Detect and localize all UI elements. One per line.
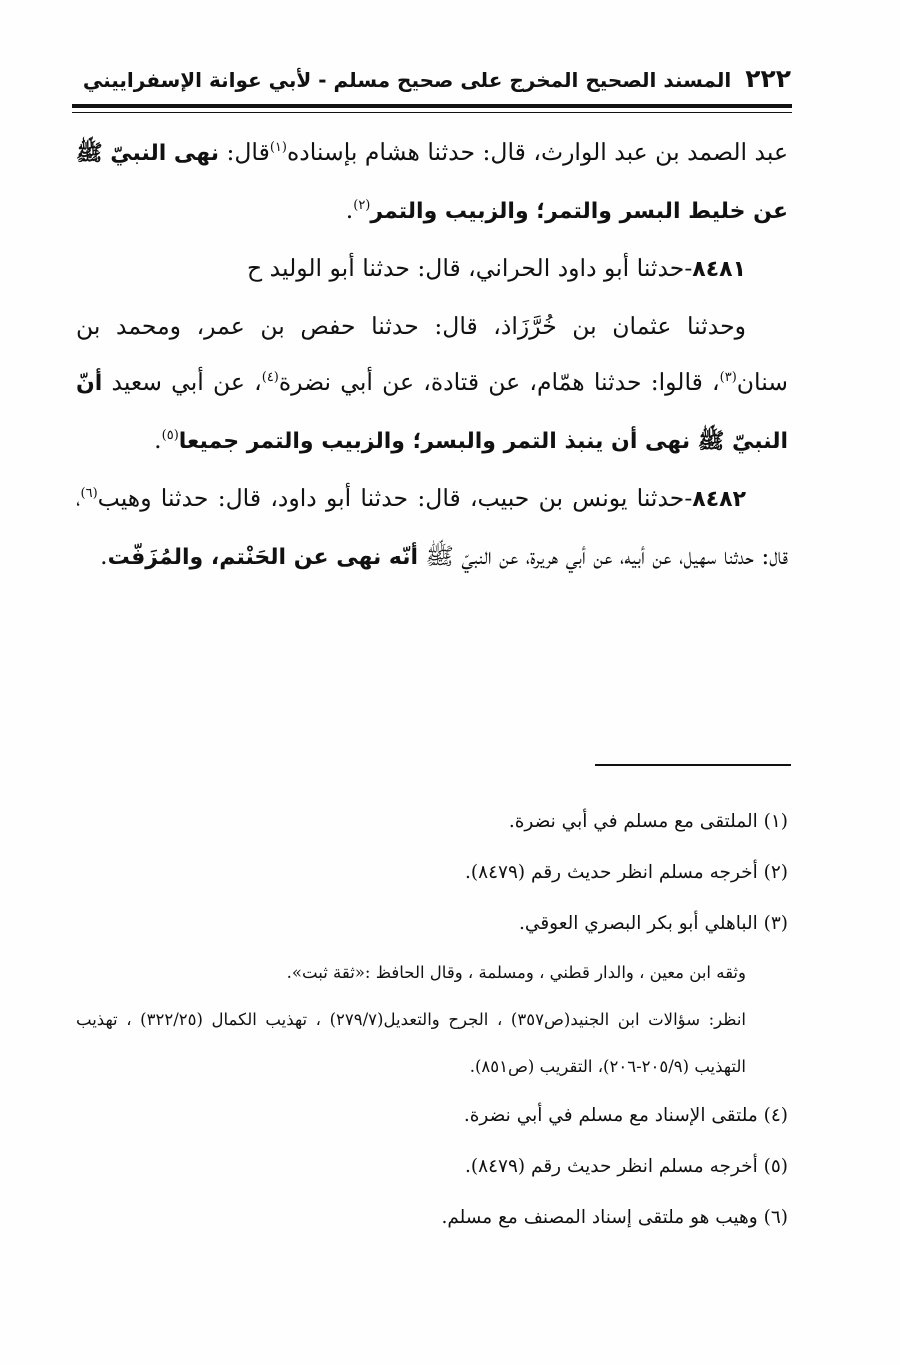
footnote-4: (٤) ملتقى الإسناد مع مسلم في أبي نضرة. <box>463 1105 788 1126</box>
page-number: ٢٢٢ <box>745 64 791 93</box>
main-text <box>76 124 788 586</box>
paragraph-continuation: عبد الصمد بن عبد الوارث، قال: حدثنا هشام بإسناده$^{(١)}$قال: نهى النبيّ ﷺ عن خليط البسر والتمر؛ والزبيب والتمر$^{(٢)}$. <box>76 138 788 224</box>
hadith-8482: ٨٤٨٢-حدثنا يونس بن حبيب، قال: حدثنا أبو داود، قال: حدثنا وهيب$^{(٦)}$، قال: حدثنا سهيل، عن أبيه، عن أبي هريرة، عن النبيّ ﷺ أنّه نهى عن الحَنْتم، والمُزَفّت. <box>76 484 788 570</box>
running-header <box>75 64 791 93</box>
hadith-matn: أنّه نهى عن الحَنْتم، والمُزَفّت <box>107 545 419 570</box>
hadith-number: ٨٤٨١ <box>692 257 746 282</box>
footnote-ref-6: (٦) <box>80 486 98 501</box>
footnote-3: (٣) الباهلي أبو بكر البصري العوقي. <box>519 913 788 934</box>
footnote-6: (٦) وهيب هو ملتقى إسناد المصنف مع مسلم. <box>441 1207 788 1228</box>
hadith-matn: نهى النبيّ ﷺ عن خليط البسر والتمر؛ والزبيب والتمر <box>76 141 788 224</box>
book-title: المسند الصحيح المخرج على صحيح مسلم - لأبي عوانة الإسفراييني <box>82 68 732 92</box>
footnote-ref-5: (٥) <box>161 428 179 443</box>
footnote-ref-4: (٤) <box>261 370 279 385</box>
footnote-5: (٥) أخرجه مسلم انظر حديث رقم (٨٤٧٩). <box>465 1156 788 1177</box>
footnote-2: (٢) أخرجه مسلم انظر حديث رقم (٨٤٧٩). <box>465 862 788 883</box>
header-rule-thick <box>72 104 792 108</box>
hadith-matn: أنّ النبيّ ﷺ نهى أن ينبذ التمر والبسر؛ والزبيب والتمر جميعا <box>76 371 788 454</box>
footnotes <box>76 796 788 1243</box>
hadith-8481-chain: وحدثنا عثمان بن خُرَّزَاذ، قال: حدثنا حفص بن عمر، ومحمد بن سنان$^{(٣)}$، قالوا: حدثنا همّام، عن قتادة، عن أبي نضرة$^{(٤)}$، عن أبي سعيد أنّ النبيّ ﷺ نهى أن ينبذ التمر والبسر؛ والزبيب والتمر جميعا$^{(٥)}$. <box>76 312 788 454</box>
hadith-8481: ٨٤٨١-حدثنا أبو داود الحراني، قال: حدثنا أبو الوليد ح <box>247 254 746 282</box>
footnote-3-grading: وثقه ابن معين ، والدار قطني ، ومسلمة ، وقال الحافظ :«ثقة ثبت». <box>286 963 746 982</box>
footnote-ref-3: (٣) <box>719 370 737 385</box>
footnote-separator <box>595 764 791 766</box>
footnote-ref-2: (٢) <box>353 198 371 213</box>
header-rule-thin <box>72 112 792 113</box>
footnote-3-references: انظر: سؤالات ابن الجنيد(ص٣٥٧) ، الجرح والتعديل(٢٧٩/٧) ، تهذيب الكمال (٣٢٢/٢٥) ، تهذيب التهذيب (٢٠٥/٩-٢٠٦)، التقريب (ص٨٥١). <box>76 1010 746 1076</box>
hadith-number: ٨٤٨٢ <box>692 487 746 512</box>
footnote-ref-1: (١) <box>269 140 287 155</box>
footnote-1: (١) الملتقى مع مسلم في أبي نضرة. <box>508 811 788 832</box>
